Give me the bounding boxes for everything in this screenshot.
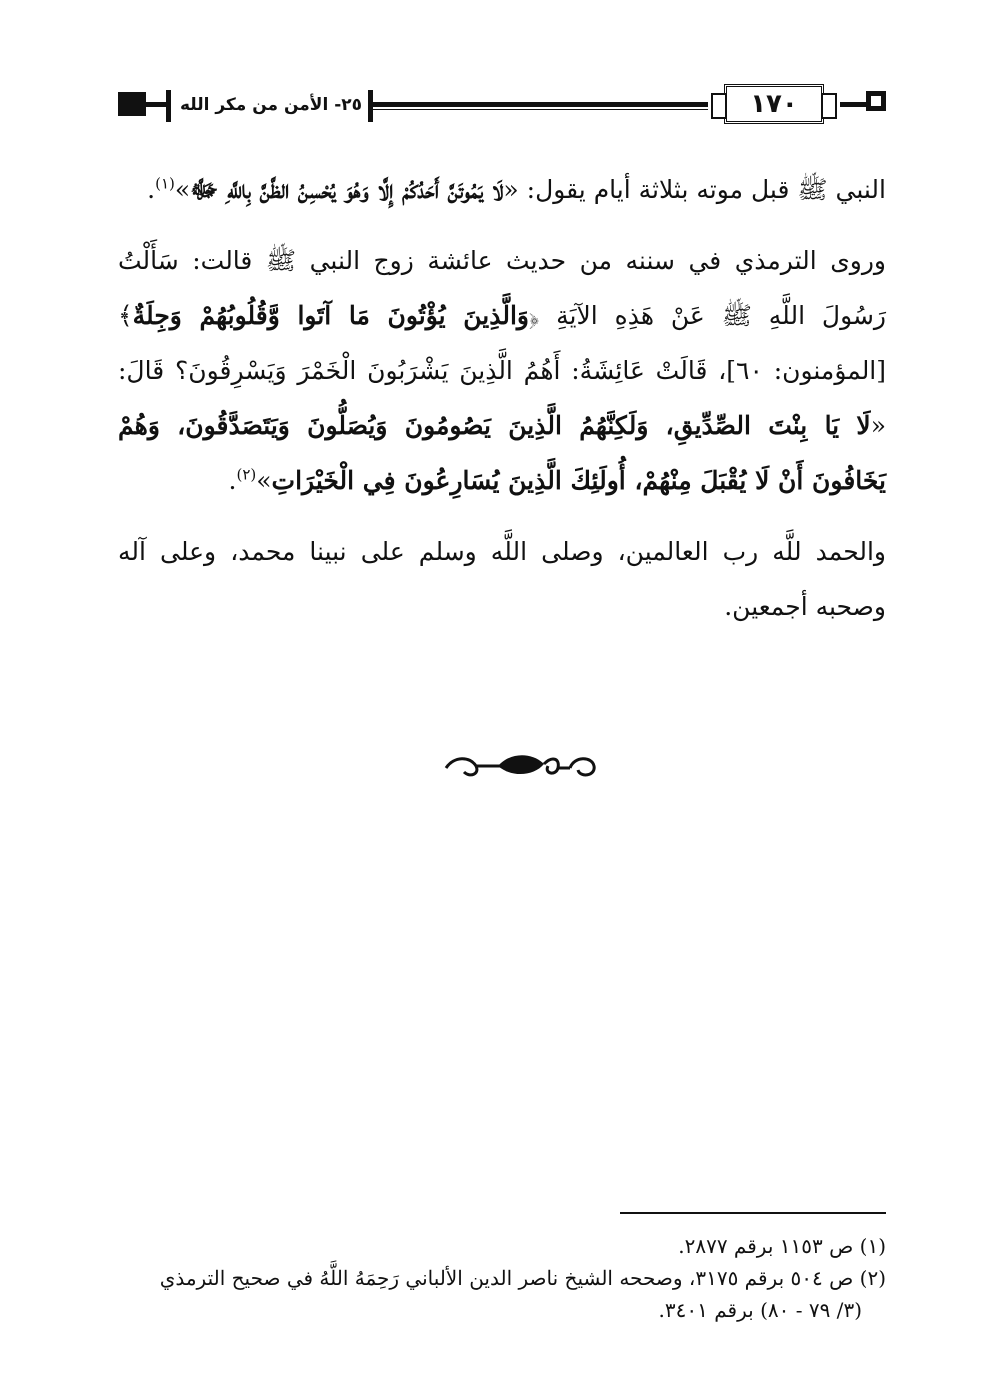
paragraph-end: .: [147, 175, 156, 204]
quote-close: »: [174, 175, 191, 204]
footnote-list: [118, 1230, 886, 1326]
ornament-divider-icon: [440, 746, 600, 786]
header-square-right: [866, 91, 886, 111]
paragraph-3: والحمد للَّه رب العالمين، وصلى اللَّه وسلم على نبينا محمد، وعلى آله وصحبه أجمعين.: [118, 537, 886, 621]
header-square-left: [118, 92, 146, 116]
header-rule-left: [373, 102, 708, 107]
header-rule-short: [146, 102, 166, 107]
hadith-quote-2: لَا يَا بِنْتَ الصِّدِّيقِ، وَلَكِنَّهُمُ الَّذِينَ يَصُومُونَ وَيُصَلُّونَ وَيَتَصَدَّقُونَ، وَهُمْ يَخَافُونَ أَنْ لَا يُقْبَلَ مِنْهُمْ، أُولَئِكَ الَّذِينَ يُسَارِعُونَ فِي الْخَيْرَاتِ: [118, 411, 886, 495]
footnote-1: (١) ص ١١٥٣ برقم ٢٨٧٧.: [678, 1234, 886, 1258]
footnote-2: (٢) ص ٥٠٤ برقم ٣١٧٥، وصححه الشيخ ناصر الدين الألباني رَحِمَهُ اللَّهُ في صحيح الترمذي: [159, 1266, 886, 1290]
footnote-2-continued: (٣/ ٧٩ - ٨٠) برقم ٣٤٠١.: [658, 1298, 862, 1322]
main-text: [118, 162, 886, 634]
paragraph-1-lead: النبي ﷺ قبل موته بثلاثة أيام يقول: «: [503, 175, 886, 204]
footnote-ref-1: (١): [155, 174, 175, 193]
page-number: ١٧٠: [724, 84, 824, 124]
quran-verse: وَالَّذِينَ يُؤْتُونَ مَا آتَوا وَّقُلُوبُهُمْ وَجِلَةٌ: [132, 301, 529, 330]
paragraph-end: .: [228, 466, 237, 495]
chapter-title: ٢٥- الأمن من مكر الله: [176, 90, 366, 120]
paragraph-2-lead: وروى الترمذي في سننه من حديث عائشة زوج النبي ﷺ قالت: سَأَلْتُ رَسُولَ اللَّهِ ﷺ عَنْ هَذِهِ الآيَةِ ﴿: [118, 246, 887, 330]
footnote-ref-2: (٢): [236, 465, 257, 484]
header-rule-left-thin: [373, 109, 708, 110]
paragraph-1: [118, 162, 886, 217]
quote-close: »: [256, 466, 272, 495]
paragraph-2: [118, 233, 886, 508]
hadith-quote-1: لَا يَمُوتَنَّ أَحَدُكُمْ إِلَّا وَهُوَ يُحْسِنُ الظَّنَّ بِاللَّهِ ﷻ: [190, 175, 504, 204]
footnote-separator: [620, 1212, 886, 1214]
header-divider-tick: [166, 90, 171, 122]
paragraph-2-middle: ﴾ [المؤمنون: ٦٠]، قَالَتْ عَائِشَةُ: أَهُمُ الَّذِينَ يَشْرَبُونَ الْخَمْرَ وَيَسْرِقُونَ؟ قَالَ: «: [118, 301, 887, 440]
page-header: [118, 82, 886, 130]
